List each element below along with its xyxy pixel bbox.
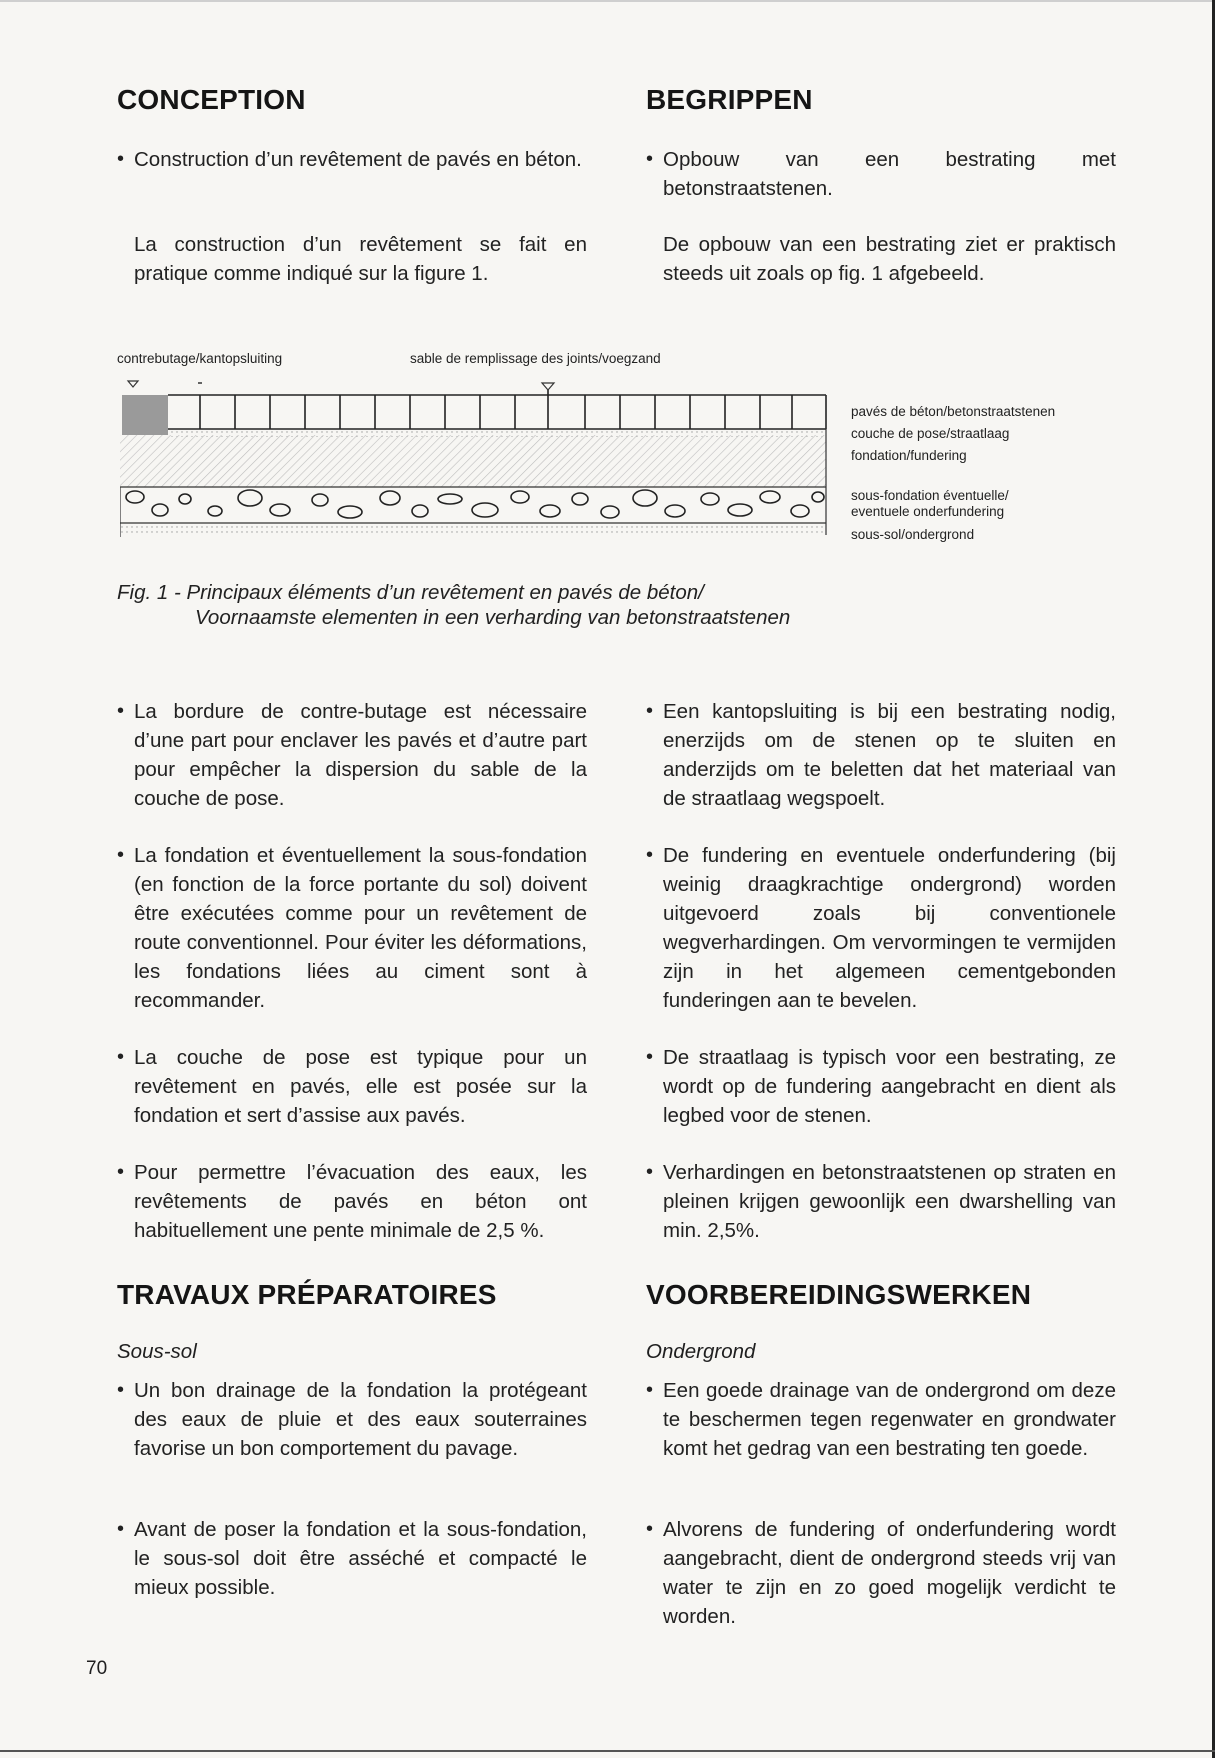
figure-layer-subbase-1: sous-fondation éventuelle/ bbox=[851, 488, 1009, 503]
figure-layer-foundation: fondation/fundering bbox=[851, 448, 967, 463]
bullet-fr-1: • La bordure de contre-butage est nécessaire d’une part pour enclaver les pavés et d’autre part pour empêcher la dispersion du sable de la couche de pose. bbox=[117, 697, 587, 813]
bottom-rule bbox=[0, 1750, 1215, 1752]
bullet-dot: • bbox=[646, 700, 654, 722]
pavement-cross-section bbox=[120, 375, 840, 545]
left-marker-icon bbox=[128, 381, 138, 387]
subbase-stones bbox=[126, 490, 824, 518]
intro-bullet-nl: • Opbouw van een bestrating met betonstraatstenen. bbox=[646, 145, 1116, 203]
figure-caption bbox=[117, 580, 790, 630]
figure-caption-fr: Fig. 1 - Principaux éléments d’un revêtement en pavés de béton/ bbox=[117, 581, 704, 604]
figure-caption-nl: Voornaamste elementen in een verharding van betonstraatstenen bbox=[195, 606, 791, 629]
page-number: 70 bbox=[86, 1658, 108, 1679]
subheading-sous-sol: Sous-sol bbox=[117, 1340, 197, 1363]
bullet2-fr-2: • Avant de poser la fondation et la sous-fondation, le sous-sol doit être asséché et compacté le mieux possible. bbox=[117, 1515, 587, 1602]
intro-text-nl: De opbouw van een bestrating ziet er praktisch steeds uit zoals op fig. 1 afgebeeld. bbox=[663, 233, 1116, 285]
figure-layer-bedding: couche de pose/straatlaag bbox=[851, 426, 1010, 441]
subheading-ondergrond: Ondergrond bbox=[646, 1340, 756, 1363]
bullet-dot: • bbox=[117, 1518, 125, 1540]
bullet-dot: • bbox=[117, 700, 125, 722]
figure-layer-subbase-2: eventuele onderfundering bbox=[851, 504, 1005, 519]
subsoil-layer bbox=[120, 523, 826, 533]
joint-marker-icon bbox=[542, 383, 554, 390]
intro-text-fr: La construction d’un revêtement se fait en pratique comme indiqué sur la figure 1. bbox=[134, 233, 587, 285]
heading-voorbereidingswerken: VOORBEREIDINGSWERKEN bbox=[646, 1279, 1032, 1310]
bullet-fr-4: • Pour permettre l’évacuation des eaux, les revêtements de pavés en béton ont habituellement une pente minimale de 2,5 %. bbox=[117, 1158, 587, 1245]
bullet-dot: • bbox=[646, 1161, 654, 1183]
bullet-dot: • bbox=[117, 1161, 125, 1183]
intro-bullet-fr: • Construction d’un revêtement de pavés en béton. bbox=[117, 145, 587, 174]
bullet-fr-2: • La fondation et éventuellement la sous-fondation (en fonction de la force portante du sol) doivent être exécutées comme pour un revêtement de route conventionnel. Pour éviter les déformations, les fondations liées au ciment sont à recommander. bbox=[117, 841, 587, 1015]
figure-layer-subsoil: sous-sol/ondergrond bbox=[851, 527, 975, 542]
foundation-layer bbox=[120, 435, 826, 487]
bullet-dot: • bbox=[117, 148, 125, 170]
bullet-dot: • bbox=[646, 1518, 654, 1540]
heading-begrippen: BEGRIPPEN bbox=[646, 84, 813, 115]
heading-conception: CONCEPTION bbox=[117, 84, 306, 115]
figure-layer-pavers: pavés de béton/betonstraatstenen bbox=[851, 404, 1056, 419]
bullet-dot: • bbox=[646, 148, 654, 170]
bullet-dot: • bbox=[646, 1379, 654, 1401]
bullet-nl-1: • Een kantopsluiting is bij een bestrating nodig, enerzijds om de stenen op te sluiten en anderzijds om te beletten dat het materiaal van de straatlaag wegspoelt. bbox=[646, 697, 1116, 813]
bullet-dot: • bbox=[646, 1046, 654, 1068]
figure-label-edge: contrebutage/kantopsluiting bbox=[117, 351, 283, 366]
figure-label-sand: sable de remplissage des joints/voegzand bbox=[410, 351, 661, 366]
bullet-nl-3: • De straatlaag is typisch voor een bestrating, ze wordt op de fundering aangebracht en dient als legbed voor de stenen. bbox=[646, 1043, 1116, 1130]
bullet-fr-3: • La couche de pose est typique pour un revêtement en pavés, elle est posée sur la fondation et sert d’assise aux pavés. bbox=[117, 1043, 587, 1130]
bullet-nl-2: • De fundering en eventuele onderfundering (bij weinig draagkrachtige ondergrond) worden uitgevoerd zoals bij conventionele wegverhardingen. Om vervormingen te vermijden zijn in het algemeen cementgebonden funderingen aan te bevelen. bbox=[646, 841, 1116, 1015]
paver-joints bbox=[200, 390, 826, 429]
bullet-nl-4: • Verhardingen en betonstraatstenen op straten en pleinen krijgen gewoonlijk een dwarshelling van min. 2,5%. bbox=[646, 1158, 1116, 1245]
bullet-dot: • bbox=[117, 844, 125, 866]
heading-travaux-preparatoires: TRAVAUX PRÉPARATOIRES bbox=[117, 1279, 497, 1310]
bullet-dot: • bbox=[646, 844, 654, 866]
bullet-dot: • bbox=[117, 1046, 125, 1068]
top-rule bbox=[0, 0, 1215, 2]
bullet-dot: • bbox=[117, 1379, 125, 1401]
bullet2-nl-1: • Een goede drainage van de ondergrond om deze te beschermen tegen regenwater en grondwater komt het gedrag van een bestrating ten goede. bbox=[646, 1376, 1116, 1463]
bullet2-fr-1: • Un bon drainage de la fondation la protégeant des eaux de pluie et des eaux souterraines favorise un bon comportement du pavage. bbox=[117, 1376, 587, 1463]
bullet2-nl-2: • Alvorens de fundering of onderfundering wordt aangebracht, dient de ondergrond steeds vrij van water te zijn en zo goed mogelijk verdicht te worden. bbox=[646, 1515, 1116, 1631]
